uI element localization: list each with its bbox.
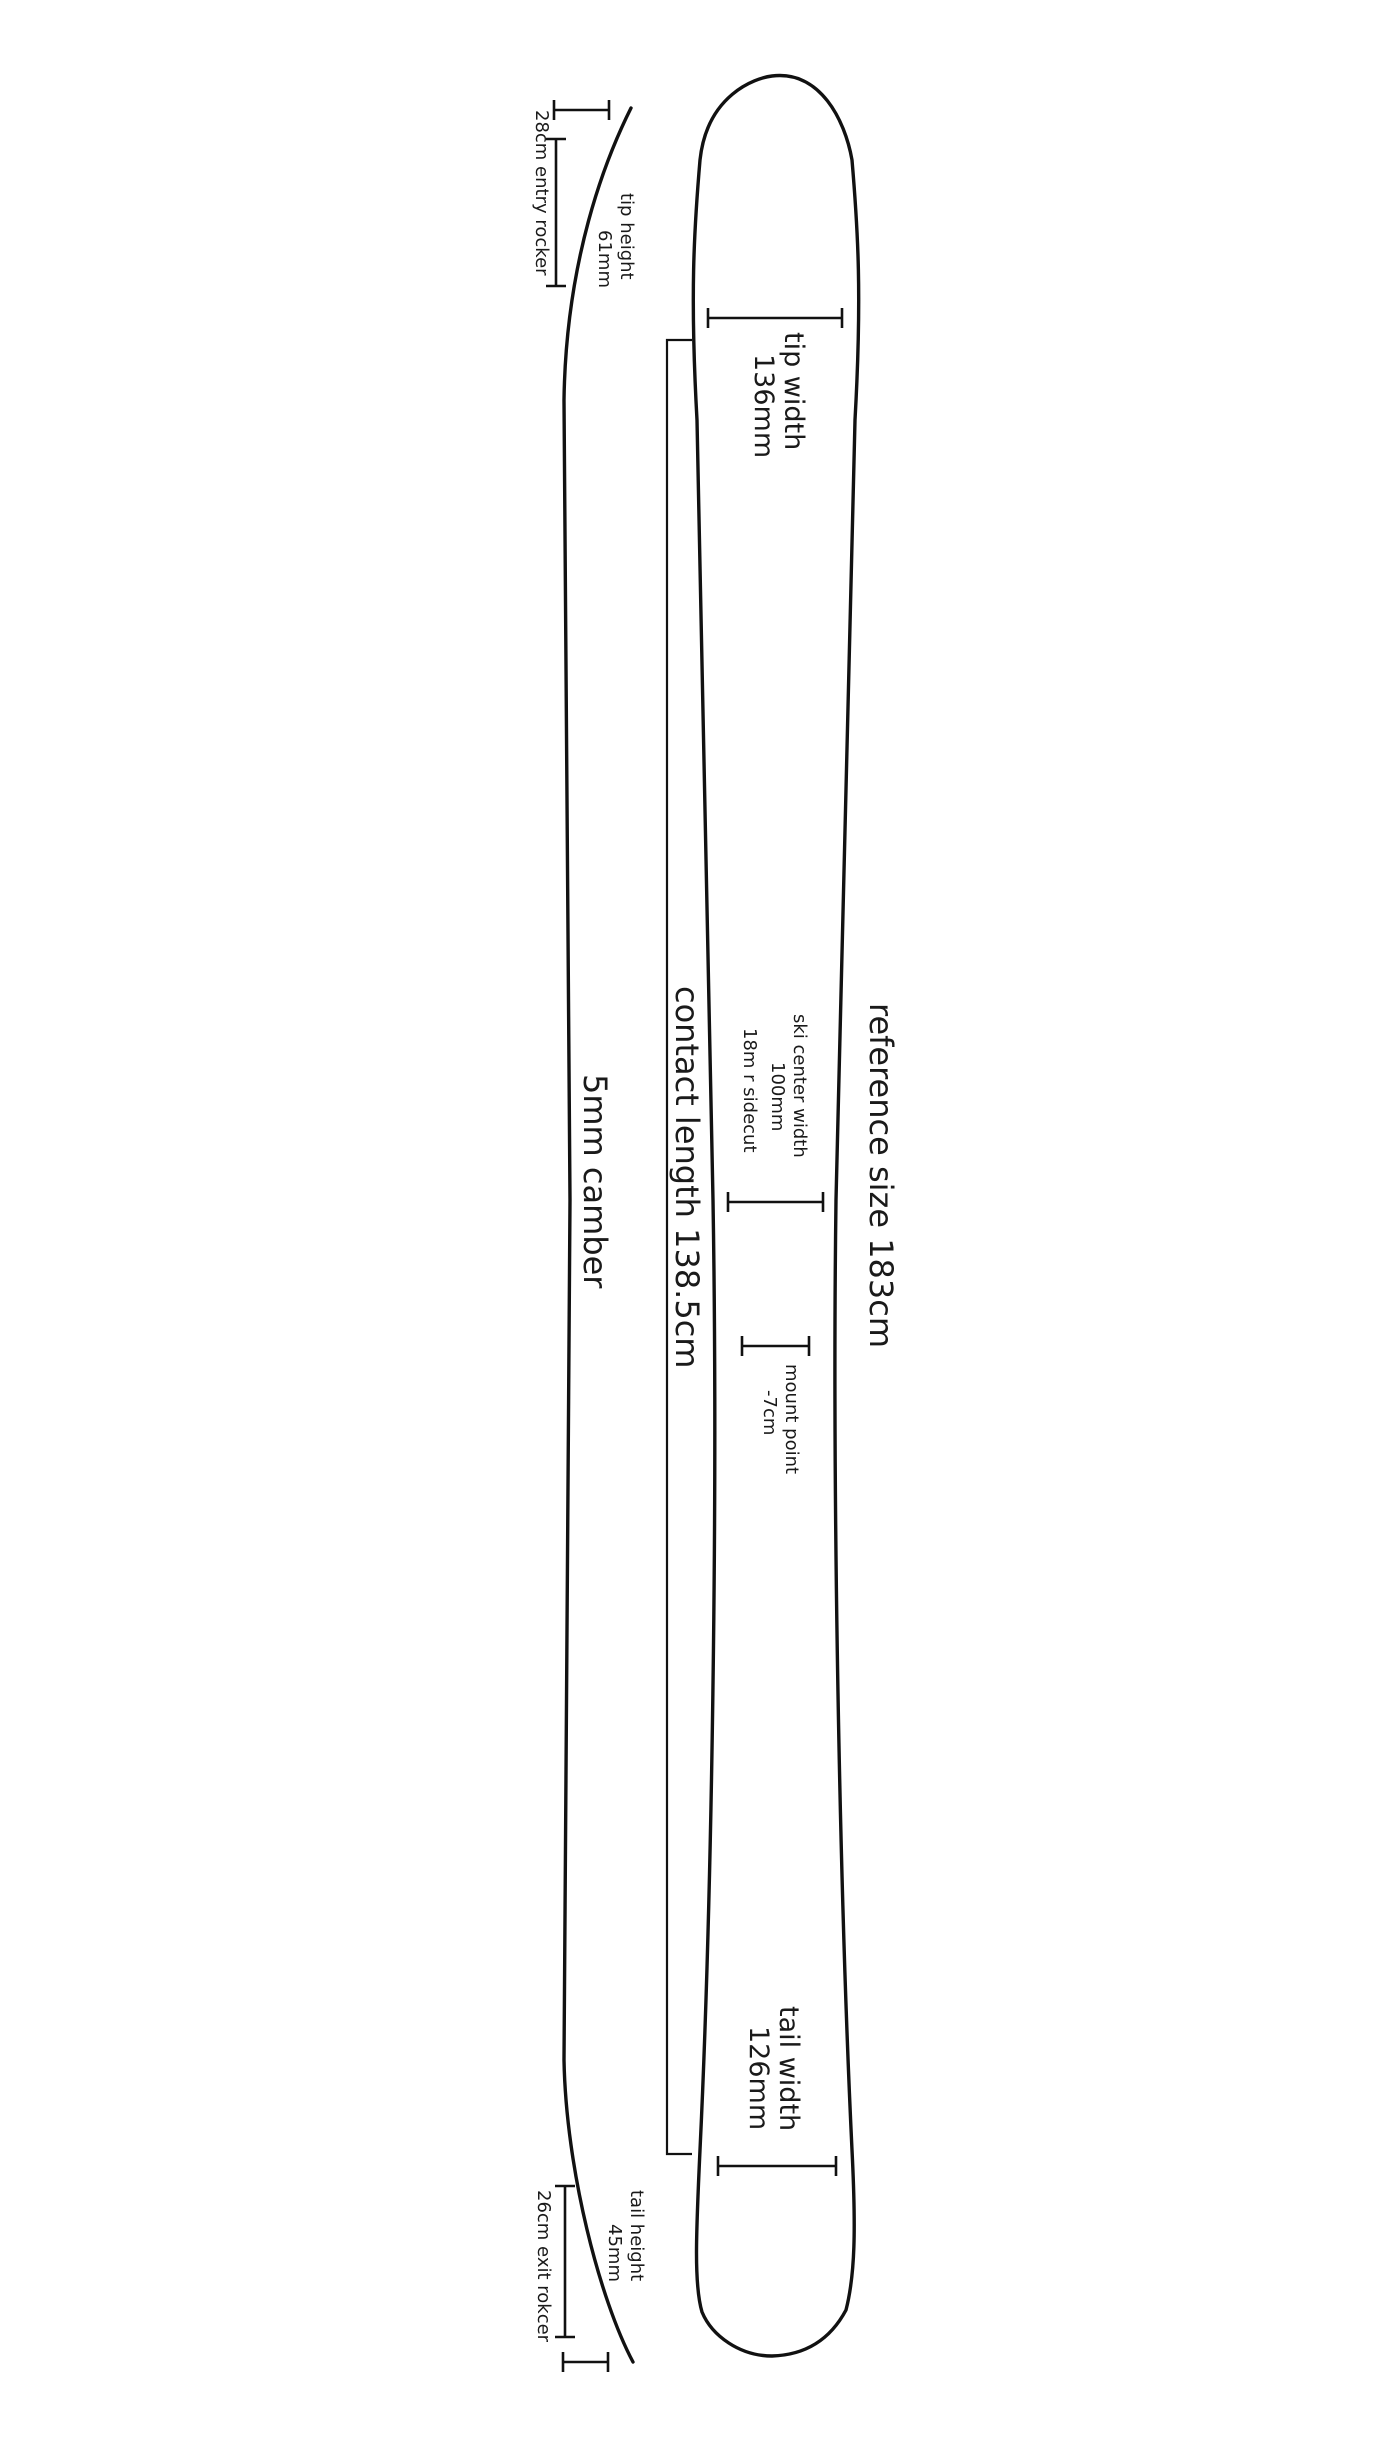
mount-point-value: -7cm bbox=[759, 1390, 780, 1436]
center-width-dimension bbox=[728, 1192, 823, 1212]
reference-size-label: reference size 183cm bbox=[862, 1003, 900, 1349]
tail-height-label: tail height bbox=[626, 2190, 647, 2282]
center-width-label: ski center width bbox=[789, 1014, 810, 1158]
camber-label: 5mm camber bbox=[576, 1074, 614, 1289]
tail-width-value: 126mm bbox=[743, 2026, 774, 2131]
tip-height-dimension bbox=[554, 100, 609, 120]
tip-width-label: tip width bbox=[778, 332, 809, 451]
tip-width-value: 136mm bbox=[748, 354, 779, 459]
sidecut-label: 18m r sidecut bbox=[739, 1028, 760, 1153]
tail-height-dimension bbox=[563, 2352, 608, 2372]
tip-height-value: 61mm bbox=[594, 230, 615, 288]
exit-rocker-label: 26cm exit rokcer bbox=[533, 2190, 554, 2343]
exit-rocker-dimension bbox=[555, 2186, 575, 2337]
tail-width-label: tail width bbox=[773, 2006, 804, 2132]
center-width-value: 100mm bbox=[767, 1062, 788, 1132]
tail-height-value: 45mm bbox=[604, 2224, 625, 2282]
tip-height-label: tip height bbox=[616, 193, 637, 280]
tip-width-dimension bbox=[708, 308, 842, 328]
mount-point-label: mount point bbox=[781, 1364, 802, 1475]
contact-length-label: contact length 138.5cm bbox=[668, 986, 706, 1369]
entry-rocker-label: 28cm entry rocker bbox=[531, 110, 552, 276]
mount-point-marker bbox=[742, 1336, 809, 1356]
tail-width-dimension bbox=[718, 2156, 836, 2176]
